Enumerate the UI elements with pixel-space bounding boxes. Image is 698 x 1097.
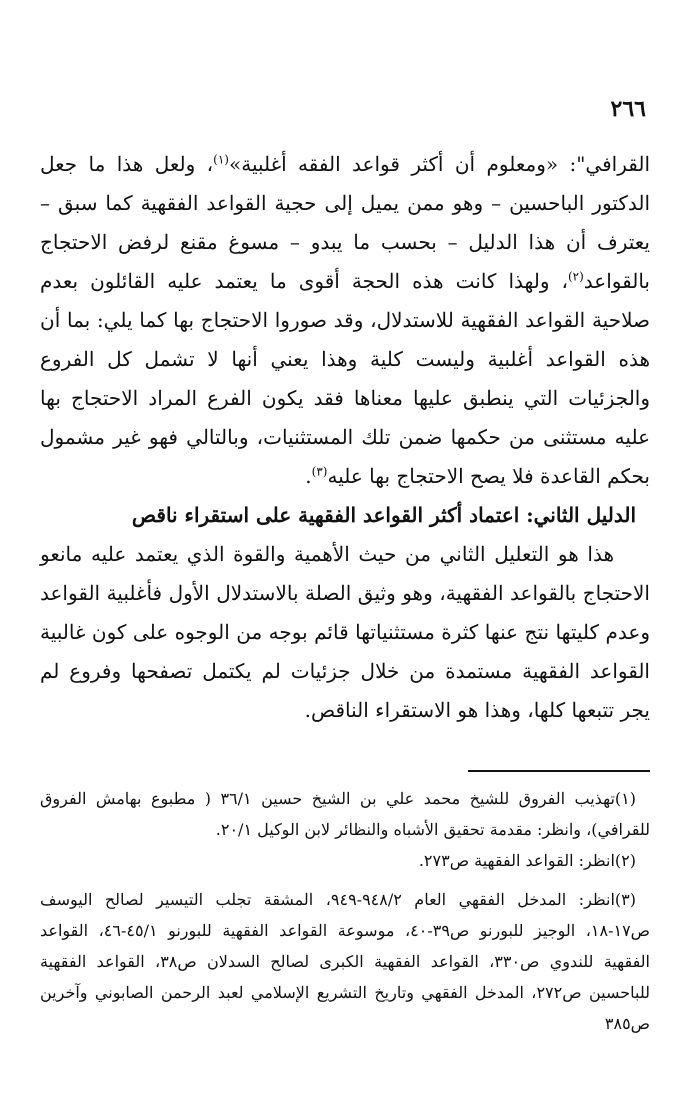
paragraph-1-segment: ، ولهذا كانت هذه الحجة أقوى ما يعتمد عليه القائلون بعدم صلاحية القواعد الفقهية للاستدلال، وقد صوروا الاحتجاج بها كما يلي: بما أن هذه القواعد أغلبية وليست كلية وهذا يعني أنها لا تشمل كل الفروع والجزئيات التي ينطبق عليها معناها فقد يكون الفرع المراد الاحتجاج بها عليه مستثنى من حكمها ضمن تلك المستثنيات، وبالتالي فهو غير مشمول بحكم القاعدة فلا يصح الاحتجاج بها عليه (40, 269, 650, 488)
footnote-ref-2: (٢) (567, 269, 584, 284)
page-number: ٢٦٦ (610, 96, 646, 122)
footnote-ref-1: (١) (213, 152, 229, 167)
section-heading: الدليل الثاني: اعتماد أكثر القواعد الفقهية على استقراء ناقص (131, 503, 636, 527)
footnote-2: (٢)انظر: القواعد الفقهية ص٢٧٣. (418, 851, 636, 870)
main-text (40, 145, 650, 730)
footnotes (40, 783, 650, 1039)
paragraph-1 (40, 145, 650, 496)
paragraph-1-segment: ، ولعل هذا ما جعل الدكتور الباحسين – وهو ممن يميل إلى حجية القواعد الفقهية كما سبق – يعترف أن هذا الدليل – بحسب ما يبدو – مسوغ مقنع لرفض الاحتجاج بالقواعد (40, 152, 650, 293)
paragraph-2: هذا هو التعليل الثاني من حيث الأهمية والقوة الذي يعتمد عليه مانعو الاحتجاج بالقواعد الفقهية، وهو وثيق الصلة بالاستدلال الأول فأغلبية القواعد وعدم كليتها نتج عنها كثرة مستثنياتها قائم بوجه من الوجوه على كون غالبية القواعد الفقهية مستمدة من خلال جزئيات لم يكتمل تصفحها وفروع لم يجر تتبعها كلها، وهذا هو الاستقراء الناقص. (40, 542, 650, 722)
footnote-divider (468, 770, 650, 772)
footnote-3: (٣)انظر: المدخل الفقهي العام ٩٤٨/٢-٩٤٩، المشقة تجلب التيسير لصالح اليوسف ص١٧-١٨، الوجيز للبورنو ص٣٩-٤٠، موسوعة القواعد الفقهية للبورنو ٤٥/١-٤٦، القواعد الفقهية للندوي ص٣٣٠، القواعد الفقهية الكبرى لصالح السدلان ص٣٨، القواعد الفقهية للباحسين ص٢٧٢، المدخل الفقهي وتاريخ التشريع الإسلامي لعبد الرحمن الصابوني وآخرين ص٣٨٥ (40, 890, 651, 1033)
paragraph-1-segment: . (305, 464, 312, 488)
footnote-1: (١)تهذيب الفروق للشيخ محمد علي بن الشيخ حسين ٣٦/١ ( مطبوع بهامش الفروق للقرافي)، وانظر: مقدمة تحقيق الأشباه والنظائر لابن الوكيل ٢٠/١. (40, 789, 650, 839)
footnote-ref-3: (٣) (311, 464, 328, 479)
paragraph-1-segment: القرافي": «ومعلوم أن أكثر قواعد الفقه أغلبية» (228, 152, 651, 176)
